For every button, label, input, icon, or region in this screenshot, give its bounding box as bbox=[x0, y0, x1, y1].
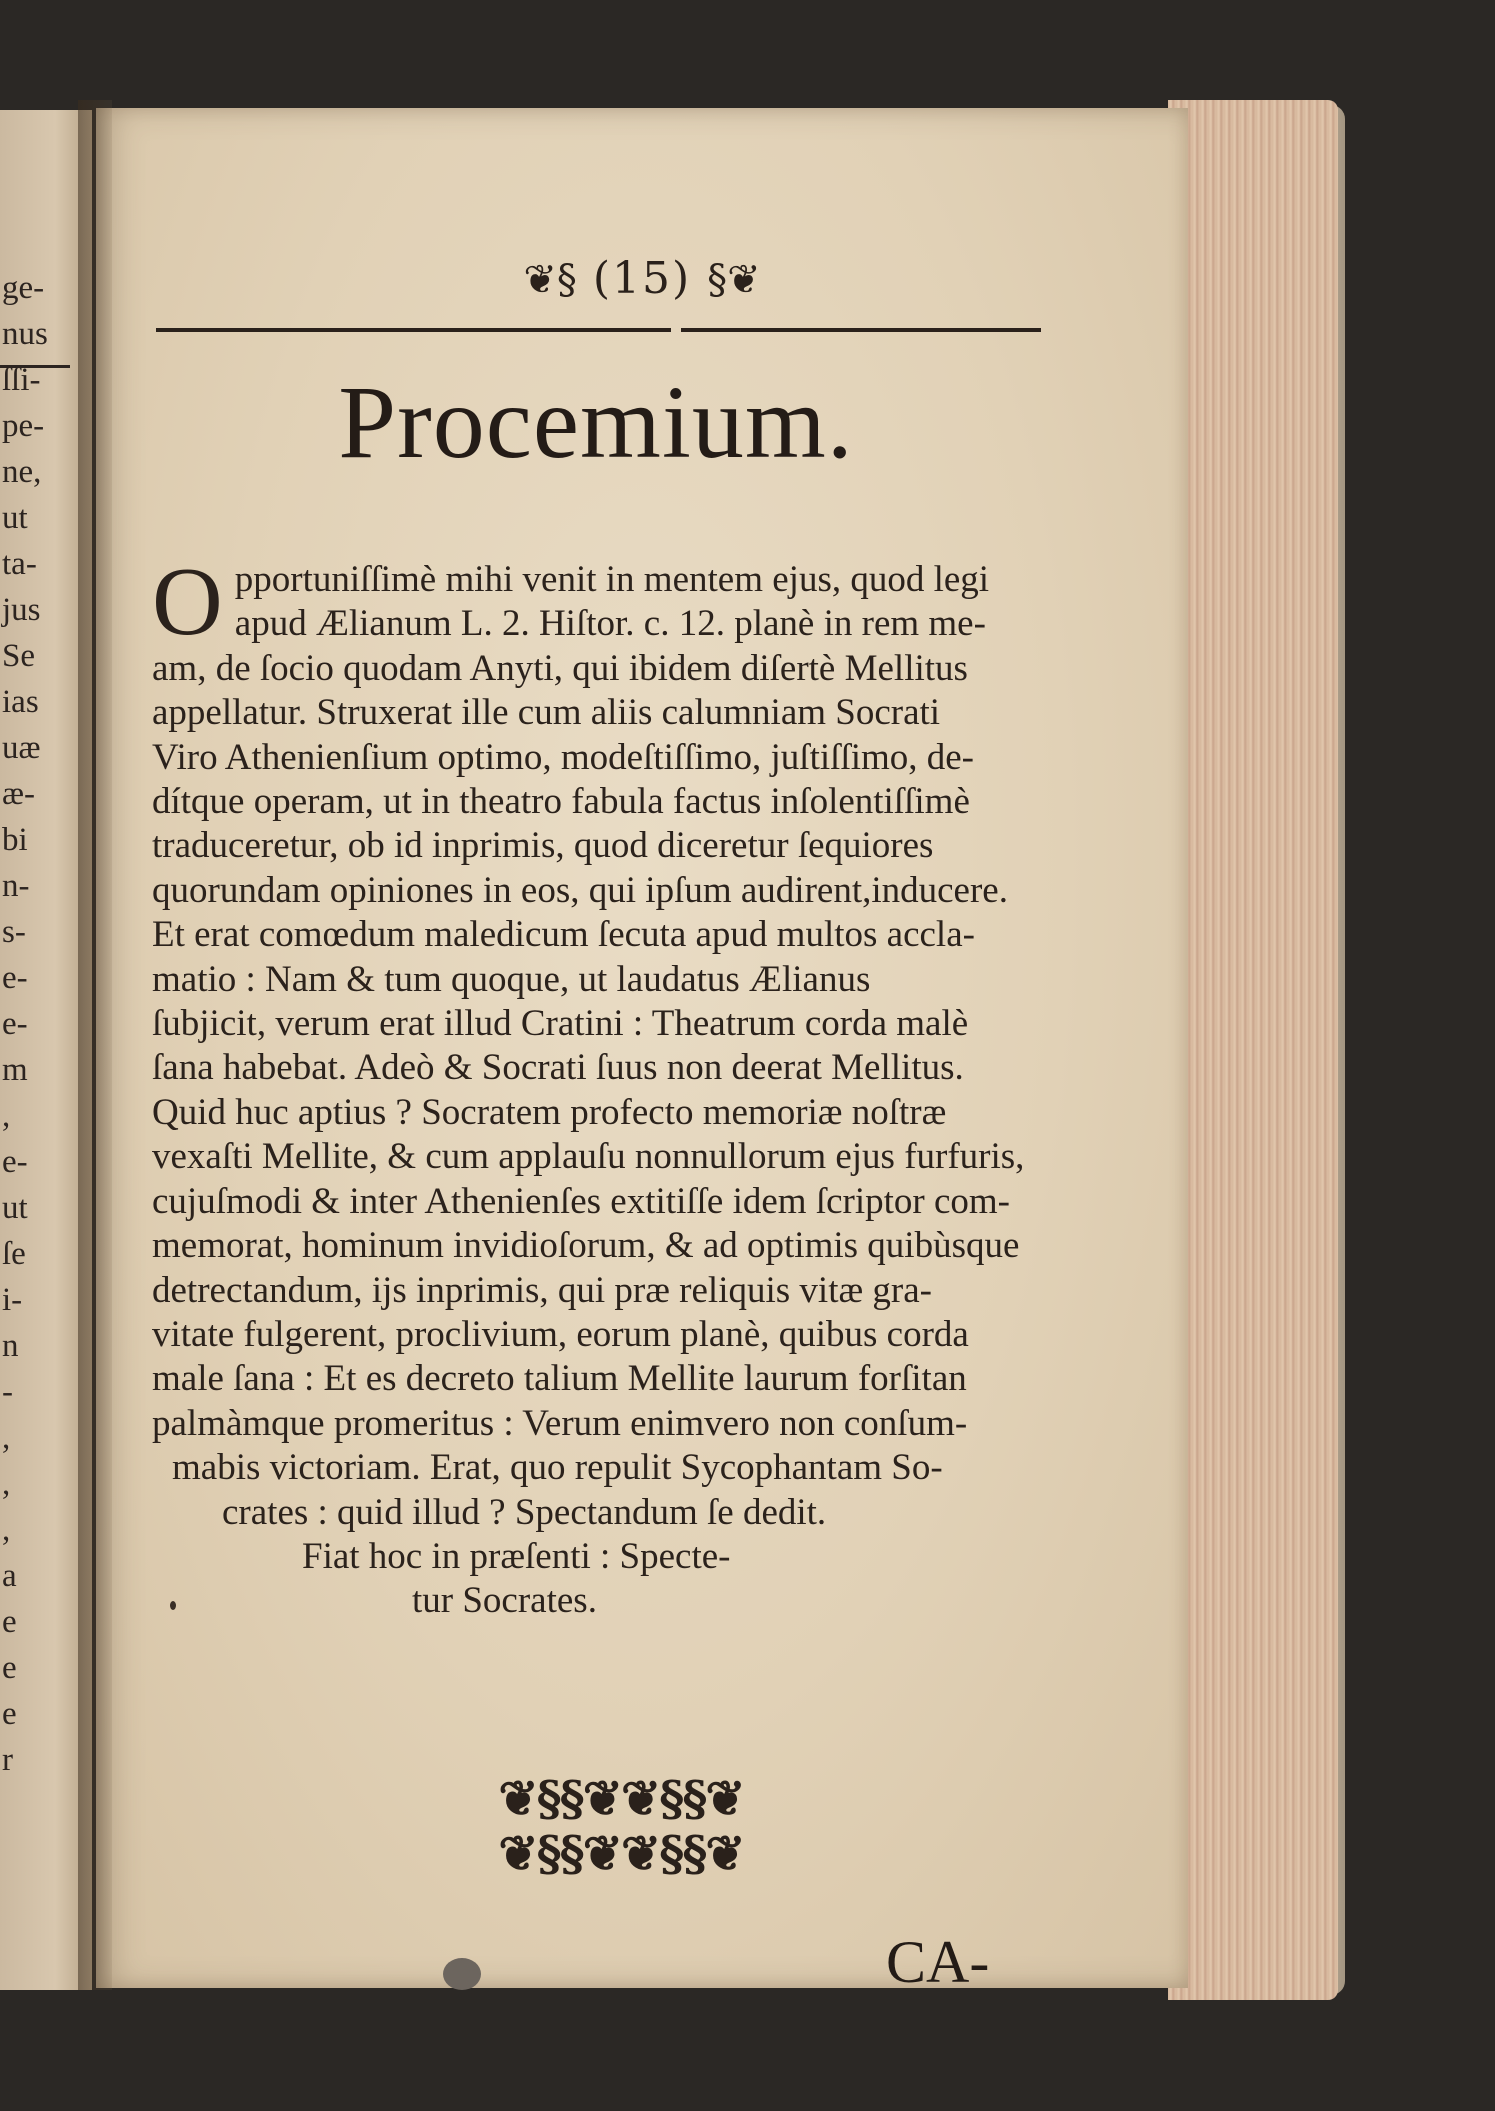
left-page-fragment: , bbox=[2, 1420, 11, 1456]
body-line: male ſana : Et es decreto talium Mellite laurum forſitan bbox=[152, 1358, 967, 1400]
left-page-fragment: ias bbox=[2, 684, 39, 720]
left-page-fragment: bi bbox=[2, 822, 28, 858]
header-rule-right bbox=[681, 328, 1041, 332]
left-page-fragment: n bbox=[2, 1328, 19, 1364]
body-line: Et erat comœdum maledicum ſecuta apud multos accla- bbox=[152, 914, 975, 956]
left-page-fragment: e- bbox=[2, 1006, 28, 1042]
body-line: ſubjicit, verum erat illud Cratini : Theatrum corda malè bbox=[152, 1003, 969, 1045]
left-page-fragment: e bbox=[2, 1696, 17, 1732]
body-line: pportuniſſimè mihi venit in mentem ejus, quod legi bbox=[234, 559, 990, 600]
body-line: am, de ſocio quodam Anyti, qui ibidem diſertè Mellitus bbox=[152, 647, 968, 689]
left-page-fragment: Se bbox=[2, 638, 35, 674]
left-page-fragment: ne, bbox=[2, 454, 42, 490]
body-line: apud Ælianum L. 2. Hiſtor. c. 12. planè in rem me- bbox=[234, 603, 986, 645]
closing-line: mabis victoriam. Erat, quo repulit Sycophantam So- bbox=[172, 1447, 943, 1489]
left-page-fragment: ſſi- bbox=[2, 362, 41, 398]
left-page-fragment: nus bbox=[2, 316, 48, 352]
drop-cap: O bbox=[152, 548, 223, 656]
left-page-fragment: m bbox=[2, 1052, 28, 1088]
left-page-fragment: s- bbox=[2, 914, 26, 950]
body-line: matio : Nam & tum quoque, ut laudatus Ælianus bbox=[152, 958, 871, 1000]
header-ornament-left: ❦§ bbox=[523, 257, 577, 303]
body-line: detrectandum, ijs inprimis, qui præ reliquis vitæ gra- bbox=[152, 1269, 932, 1311]
page-fore-edge bbox=[1168, 100, 1338, 2000]
body-line: cujuſmodi & inter Athenienſes extitiſſe idem ſcriptor com- bbox=[152, 1180, 1010, 1222]
closing-lines bbox=[152, 1446, 1052, 1624]
body-line: traduceretur, ob id inprimis, quod diceretur ſequiores bbox=[152, 825, 934, 867]
left-page-fragment: i- bbox=[2, 1282, 23, 1318]
left-page-fragment: - bbox=[2, 1374, 13, 1410]
header-ornament-right: §❦ bbox=[707, 257, 761, 303]
body-line: ſana habebat. Adeò & Socrati ſuus non deerat Mellitus. bbox=[152, 1047, 964, 1089]
left-page-fragment: ut bbox=[2, 500, 28, 536]
left-page-fragment: , bbox=[2, 1512, 11, 1548]
body-text bbox=[152, 548, 1052, 1624]
left-page-fragment: r bbox=[2, 1742, 13, 1778]
tailpiece-ornament-bottom: ❦§§❦❦§§❦ bbox=[498, 1826, 744, 1882]
left-page-fragment: e bbox=[2, 1650, 17, 1686]
left-page-fragment: , bbox=[2, 1466, 11, 1502]
body-line: palmàmque promeritus : Verum enimvero non conſum- bbox=[152, 1402, 968, 1444]
page-title: Procemium. bbox=[338, 365, 854, 480]
body-line: quorundam opiniones in eos, qui ipſum audirent,inducere. bbox=[152, 869, 1008, 911]
paper-blemish bbox=[443, 1958, 481, 1990]
closing-line: crates : quid illud ? Spectandum ſe dedit. bbox=[222, 1491, 827, 1533]
header-rule-left bbox=[156, 328, 671, 332]
left-page-fragment: a bbox=[2, 1558, 17, 1594]
body-line: vitate fulgerent, proclivium, eorum planè, quibus corda bbox=[152, 1313, 969, 1355]
left-page-fragment: uæ bbox=[2, 730, 41, 766]
gutter-shadow bbox=[78, 100, 112, 1990]
left-page-fragment: ſe bbox=[2, 1236, 26, 1272]
left-page-fragment: e bbox=[2, 1604, 17, 1640]
left-page-fragment: , bbox=[2, 1098, 11, 1134]
left-page-fragment: ge- bbox=[2, 270, 45, 306]
main-page bbox=[96, 108, 1188, 1995]
page-number: (15) bbox=[592, 253, 692, 304]
tailpiece-ornament-top: ❦§§❦❦§§❦ bbox=[498, 1771, 744, 1827]
left-page-fragment: e- bbox=[2, 1144, 28, 1180]
body-line: Quid huc aptius ? Socratem profecto memoriæ noſtræ bbox=[152, 1091, 947, 1133]
body-line: Viro Athenienſium optimo, modeſtiſſimo, juſtiſſimo, de- bbox=[152, 736, 975, 778]
left-page-fragment: ta- bbox=[2, 546, 37, 582]
body-line: vexaſti Mellite, & cum applauſu nonnullorum ejus furfuris, bbox=[152, 1136, 1025, 1178]
body-line: appellatur. Struxerat ille cum aliis calumniam Socrati bbox=[152, 692, 941, 734]
closing-line: tur Socrates. bbox=[412, 1580, 597, 1622]
left-page-fragment: e- bbox=[2, 960, 28, 996]
left-page-fragment: jus bbox=[2, 592, 41, 628]
closing-line: Fiat hoc in præſenti : Specte- bbox=[302, 1535, 731, 1577]
left-page-fragment: ut bbox=[2, 1190, 28, 1226]
left-page-fragment: n- bbox=[2, 868, 30, 904]
body-line: memorat, hominum invidioſorum, & ad optimis quibùsque bbox=[152, 1225, 1020, 1267]
running-header bbox=[96, 253, 1188, 304]
paper-speck bbox=[170, 1601, 176, 1610]
left-page-fragment: pe- bbox=[2, 408, 45, 444]
catchword: CA- bbox=[886, 1929, 990, 1995]
body-line: dítque operam, ut in theatro fabula factus inſolentiſſimè bbox=[152, 781, 970, 823]
left-page-fragment: æ- bbox=[2, 776, 35, 812]
body-lines bbox=[152, 548, 1052, 1446]
